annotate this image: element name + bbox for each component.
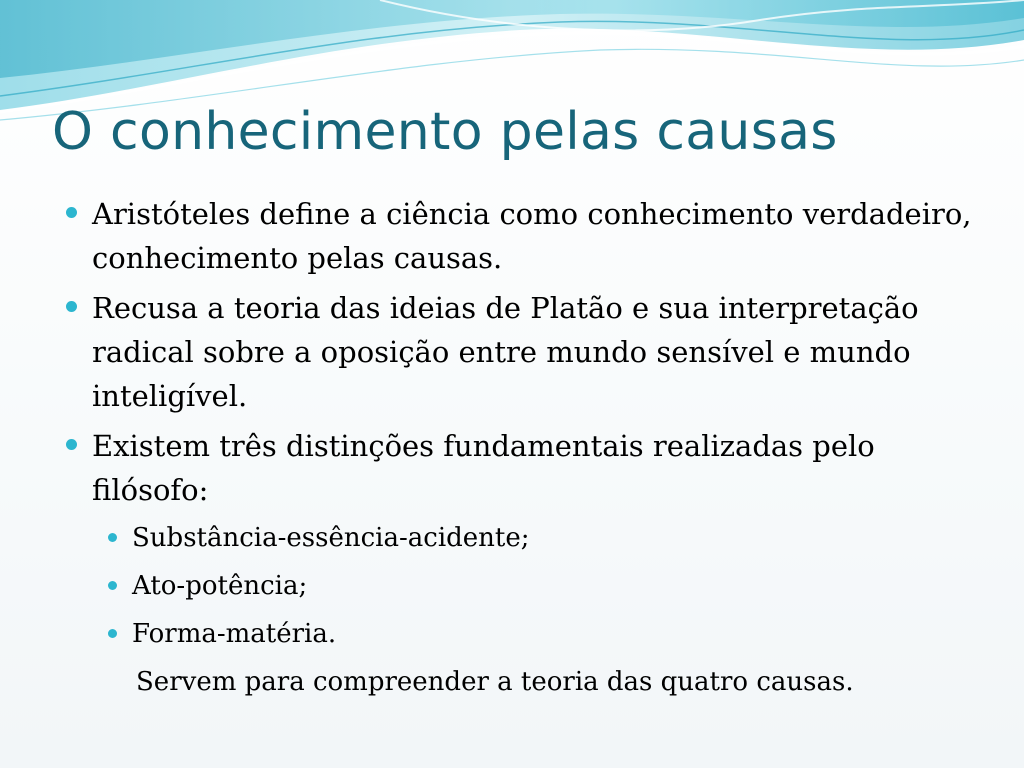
sub-bullet-text: Ato-potência; — [132, 571, 308, 601]
sub-bullet-dot-icon — [108, 533, 117, 542]
sub-bullet-item — [62, 614, 972, 654]
bullet-item — [62, 424, 972, 512]
sub-bullet-text: Substância-essência-acidente; — [132, 523, 530, 553]
bullet-dot-icon — [66, 439, 77, 450]
bullet-text: Existem três distinções fundamentais realizadas pelo filósofo: — [92, 429, 875, 507]
bullet-text: Aristóteles define a ciência como conhecimento verdadeiro, conhecimento pelas causas. — [92, 197, 972, 275]
bullet-text: Recusa a teoria das ideias de Platão e sua interpretação radical sobre a oposição entre mundo sensível e mundo inteligível. — [92, 291, 919, 413]
bullet-dot-icon — [66, 207, 77, 218]
sub-bullet-dot-icon — [108, 629, 117, 638]
sub-bullet-dot-icon — [108, 581, 117, 590]
slide-title: O conhecimento pelas causas — [52, 102, 838, 162]
sub-bullet-item — [62, 566, 972, 606]
slide-content — [62, 192, 972, 702]
bullet-item — [62, 192, 972, 280]
closing-note: Servem para compreender a teoria das quatro causas. — [136, 667, 854, 697]
bullet-dot-icon — [66, 301, 77, 312]
sub-bullet-text: Forma-matéria. — [132, 619, 337, 649]
bullet-item — [62, 286, 972, 418]
sub-bullet-item — [62, 518, 972, 558]
